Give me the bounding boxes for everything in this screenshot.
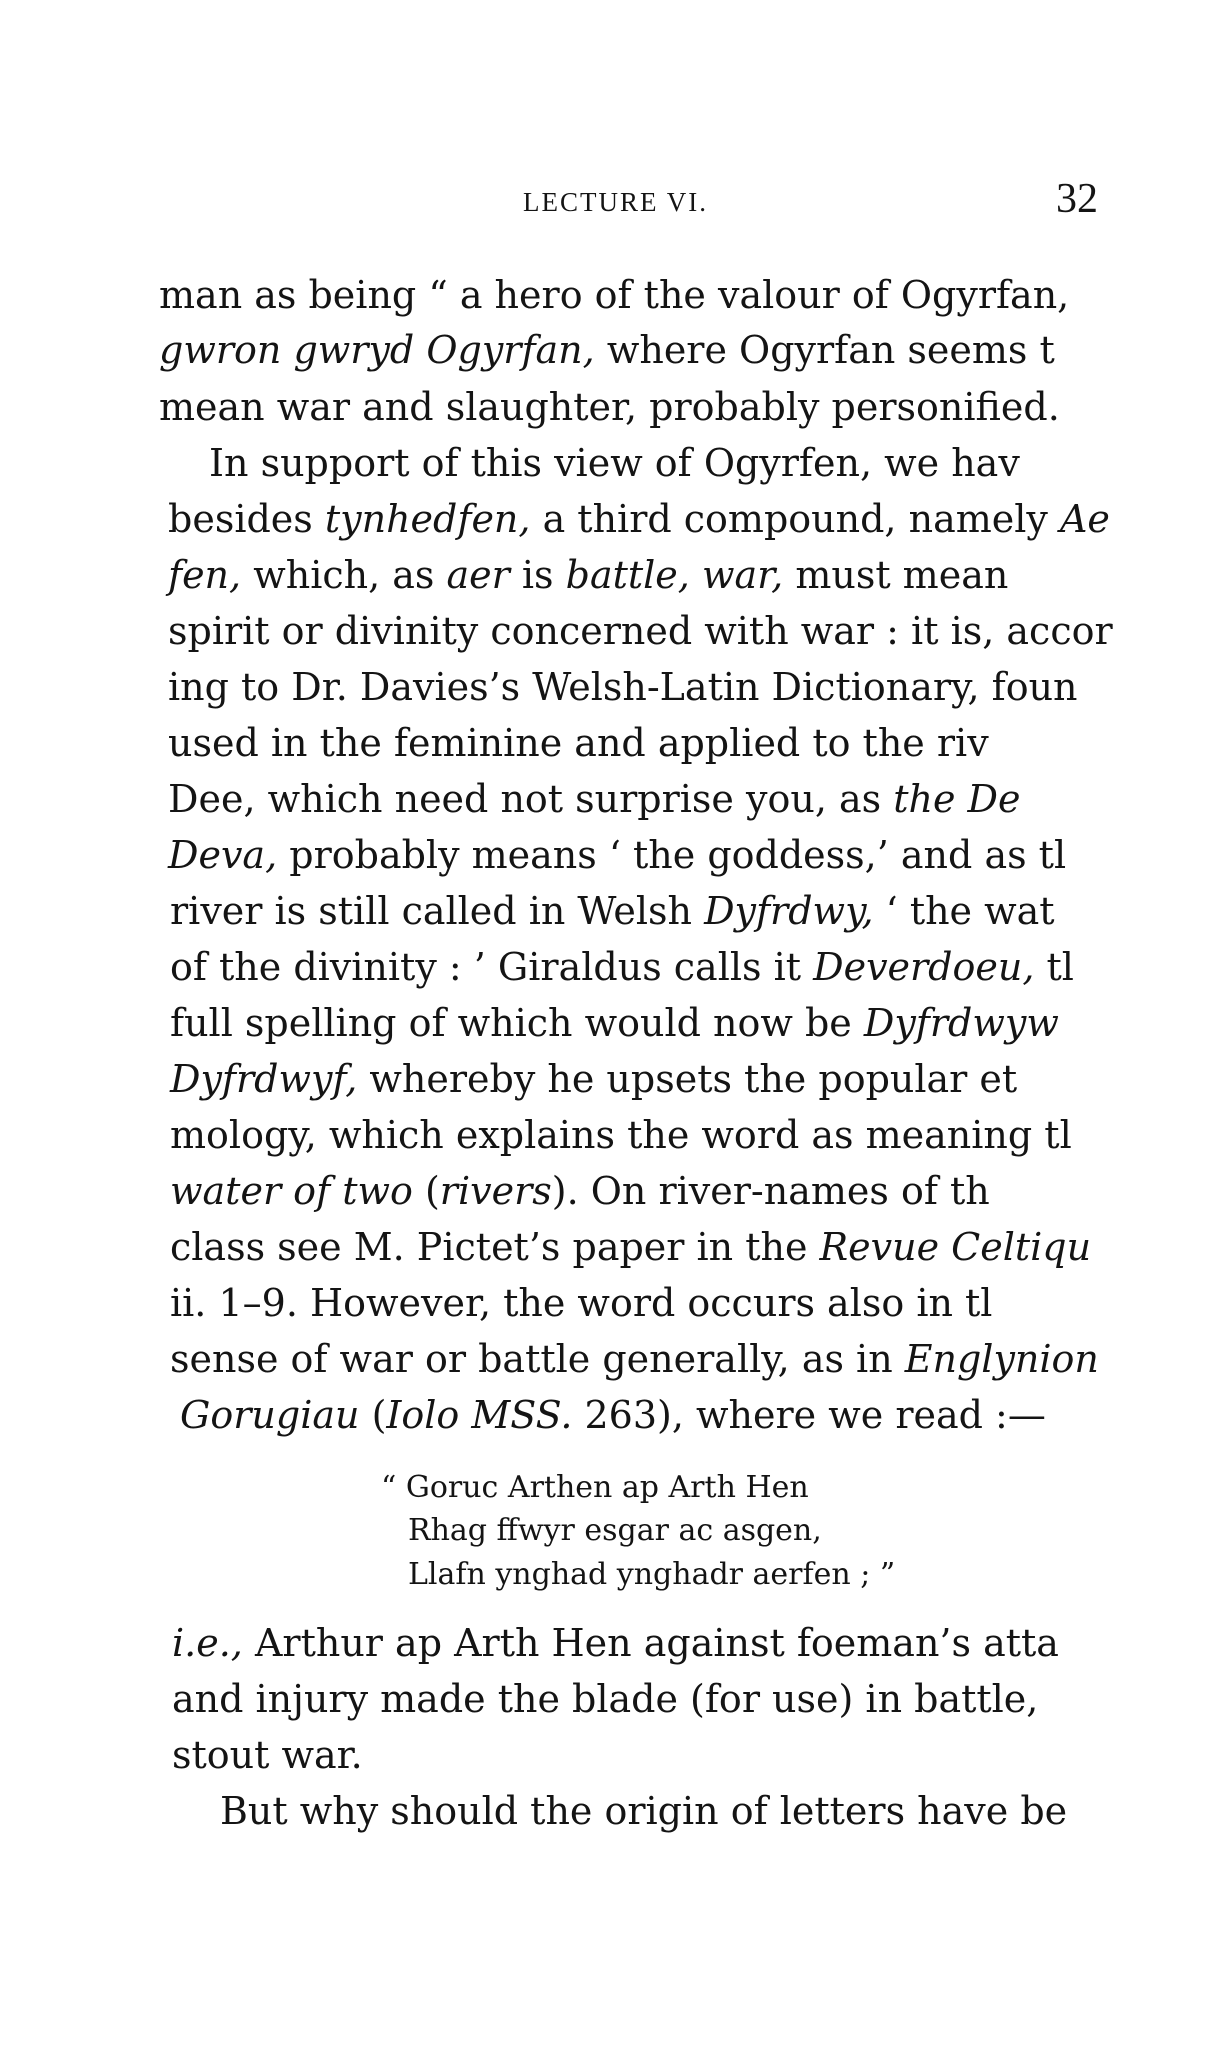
text-line: Dee, which need not surprise you, as the De <box>168 777 1021 821</box>
text-line: ii. 1–9. However, the word occurs also in tl <box>170 1281 993 1325</box>
text-line: mean war and slaughter, probably personified. <box>159 385 1060 429</box>
text-line: river is still called in Welsh Dyfrdwy, ‘ the wat <box>170 889 1055 933</box>
text-line: besides tynhedfen, a third compound, namely Ae <box>168 497 1110 541</box>
text-line: ing to Dr. Davies’s Welsh-Latin Dictionary, foun <box>168 665 1078 709</box>
text-line: of the divinity : ’ Giraldus calls it Deverdoeu, tl <box>170 945 1074 989</box>
text-line: and injury made the blade (for use) in battle, <box>172 1677 1039 1721</box>
text-line: But why should the origin of letters have be <box>220 1789 1068 1833</box>
text-line: mology, which explains the word as meaning tl <box>170 1113 1072 1157</box>
running-header: LECTURE VI. <box>523 187 708 217</box>
text-line: used in the feminine and applied to the riv <box>168 721 989 765</box>
text-line: man as being “ a hero of the valour of Ogyrfan, <box>159 273 1070 317</box>
text-line: spirit or divinity concerned with war : it is, accor <box>168 609 1113 653</box>
text-line: Dyfrdwyf, whereby he upsets the popular et <box>170 1057 1018 1101</box>
text-line: i.e., Arthur ap Arth Hen against foeman’s atta <box>172 1621 1059 1665</box>
text-line: water of two (rivers). On river-names of th <box>170 1169 990 1213</box>
text-line: class see M. Pictet’s paper in the Revue Celtiqu <box>170 1225 1092 1269</box>
poem-line: Llafn ynghad ynghadr aerfen ; ” <box>408 1557 896 1592</box>
text-line: stout war. <box>172 1733 363 1777</box>
text-line: fen, which, as aer is battle, war, must mean <box>168 553 1009 597</box>
text-line: Gorugiau (Iolo MSS. 263), where we read :— <box>180 1393 1046 1437</box>
poem-line: Rhag ffwyr esgar ac asgen, <box>408 1513 822 1548</box>
text-line: gwron gwryd Ogyrfan, where Ogyrfan seems t <box>159 328 1055 372</box>
text-line: In support of this view of Ogyrfen, we hav <box>209 441 1020 485</box>
poem-line: “ Goruc Arthen ap Arth Hen <box>381 1470 809 1505</box>
text-line: full spelling of which would now be Dyfrdwyw <box>170 1001 1059 1045</box>
page-number: 32 <box>1056 176 1098 222</box>
text-line: Deva, probably means ‘ the goddess,’ and as tl <box>168 833 1067 877</box>
text-line: sense of war or battle generally, as in Englynion <box>170 1337 1099 1381</box>
